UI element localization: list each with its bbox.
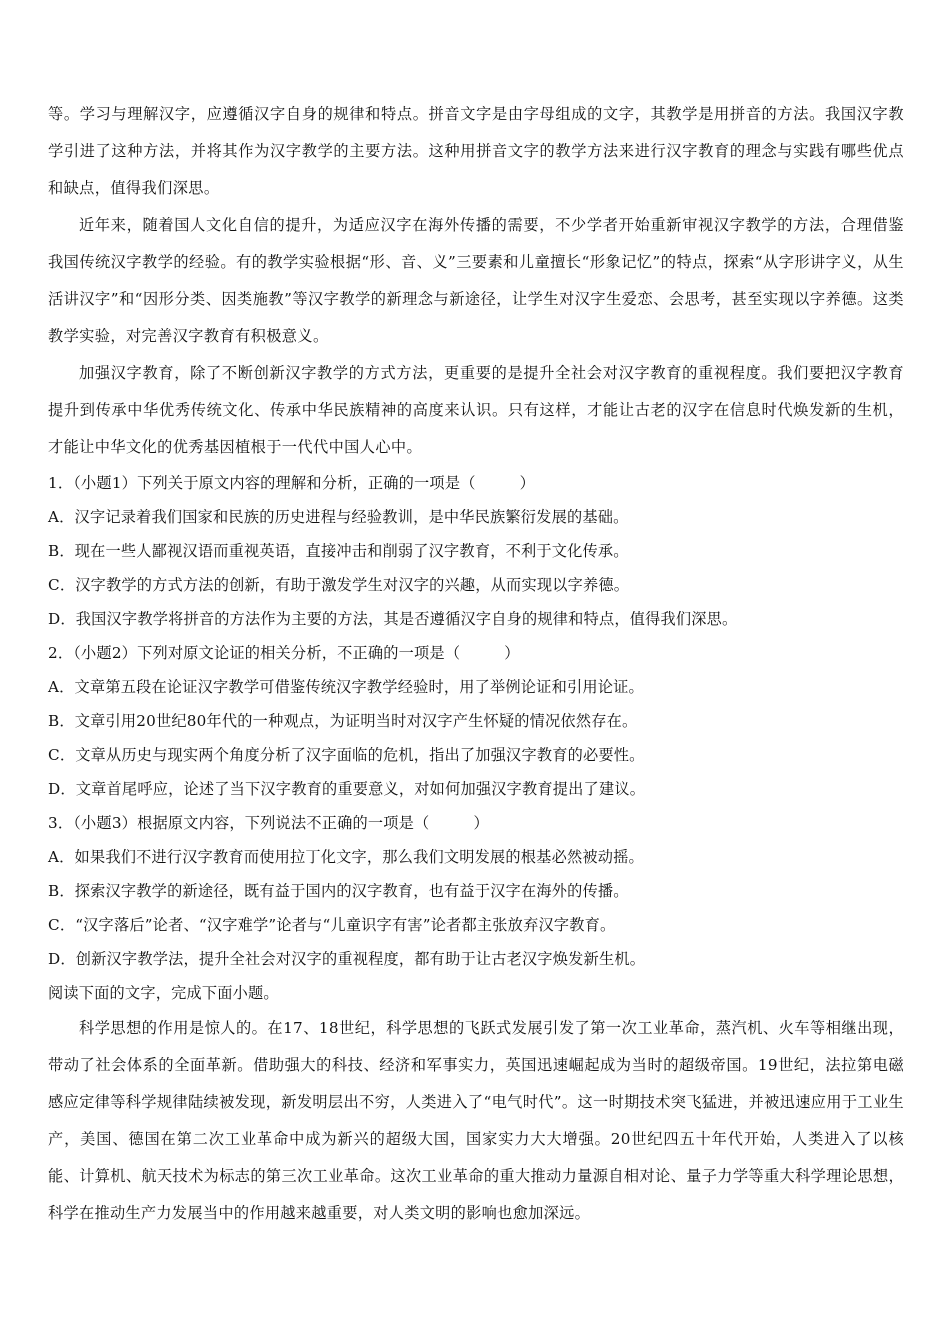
passage1-paragraph-1: 等。学习与理解汉字，应遵循汉字自身的规律和特点。拼音文字是由字母组成的文字，其教学是用拼音的方法。我国汉字教学引进了这种方法，并将其作为汉字教学的主要方法。这种用拼音文字的教学方法来进行汉字教育的理念与实践有哪些优点和缺点，值得我们深思。 [48, 105, 904, 197]
option-b: B．现在一些人鄙视汉语而重视英语，直接冲击和削弱了汉字教育，不利于文化传承。 [48, 542, 629, 560]
question-stem-text: 2．（小题2）下列对原文论证的相关分析，不正确的一项是（ [48, 644, 461, 662]
passage1-paragraph-2: 近年来，随着国人文化自信的提升，为适应汉字在海外传播的需要，不少学者开始重新审视汉字教学的方法，合理借鉴我国传统汉字教学的经验。有的教学实验根据“形、音、义”三要素和儿童擅长“形象记忆”的特点，探索“从字形讲字义，从生活讲汉字”和“因形分类、因类施教”等汉字教学的新理念与新途径，让学生对汉字生爱恋、会思考，甚至实现以字养德。这类教学实验，对完善汉字教育有积极意义。 [48, 216, 904, 345]
question-stem-close: ） [504, 644, 520, 662]
option-c: C．汉字教学的方式方法的创新，有助于激发学生对汉字的兴趣，从而实现以字养德。 [48, 576, 630, 594]
question-3 [48, 806, 904, 976]
question-stem [48, 636, 904, 670]
option-d: D．文章首尾呼应，论述了当下汉字教育的重要意义，对如何加强汉字教育提出了建议。 [48, 780, 646, 798]
question-stem-text: 1．（小题1）下列关于原文内容的理解和分析，正确的一项是（ [48, 474, 476, 492]
option-a: A．汉字记录着我们国家和民族的历史进程与经验教训，是中华民族繁衍发展的基础。 [48, 508, 629, 526]
option-d: D．创新汉字教学法，提升全社会对汉字的重视程度，都有助于让古老汉字焕发新生机。 [48, 950, 646, 968]
option-d: D．我国汉字教学将拼音的方法作为主要的方法，其是否遵循汉字自身的规律和特点，值得我们深思。 [48, 610, 738, 628]
option-a: A．如果我们不进行汉字教育而使用拉丁化文字，那么我们文明发展的根基必然被动摇。 [48, 848, 644, 866]
question-1 [48, 466, 904, 636]
reading-instruction: 阅读下面的文字，完成下面小题。 [48, 984, 279, 1002]
passage1-paragraph-3: 加强汉字教育，除了不断创新汉字教学的方式方法，更重要的是提升全社会对汉字教育的重视程度。我们要把汉字教育提升到传承中华优秀传统文化、传承中华民族精神的高度来认识。只有这样，才能让古老的汉字在信息时代焕发新的生机，才能让中华文化的优秀基因植根于一代代中国人心中。 [48, 364, 904, 456]
question-2 [48, 636, 904, 806]
question-stem-close: ） [519, 474, 535, 492]
question-stem-close: ） [473, 814, 489, 832]
option-a: A．文章第五段在论证汉字教学可借鉴传统汉字教学经验时，用了举例论证和引用论证。 [48, 678, 644, 696]
question-stem [48, 806, 904, 840]
question-stem [48, 466, 904, 500]
document-page [48, 96, 904, 1232]
question-stem-text: 3．（小题3）根据原文内容，下列说法不正确的一项是（ [48, 814, 430, 832]
option-b: B．文章引用20世纪80年代的一种观点，为证明当时对汉字产生怀疑的情况依然存在。 [48, 712, 638, 730]
option-b: B．探索汉字教学的新途径，既有益于国内的汉字教育，也有益于汉字在海外的传播。 [48, 882, 629, 900]
option-c: C．文章从历史与现实两个角度分析了汉字面临的危机，指出了加强汉字教育的必要性。 [48, 746, 645, 764]
option-c: C．“汉字落后”论者、“汉字难学”论者与“儿童识字有害”论者都主张放弃汉字教育。 [48, 916, 616, 934]
passage2-paragraph: 科学思想的作用是惊人的。在17、18世纪，科学思想的飞跃式发展引发了第一次工业革命，蒸汽机、火车等相继出现，带动了社会体系的全面革新。借助强大的科技、经济和军事实力，英国迅速崛起成为当时的超级帝国。19世纪，法拉第电磁感应定律等科学规律陆续被发现，新发明层出不穷，人类进入了“电气时代”。这一时期技术突飞猛进，并被迅速应用于工业生产，美国、德国在第二次工业革命中成为新兴的超级大国，国家实力大大增强。20世纪四五十年代开始，人类进入了以核能、计算机、航天技术为标志的第三次工业革命。这次工业革命的重大推动力量源自相对论、量子力学等重大科学理论思想，科学在推动生产力发展当中的作用越来越重要，对人类文明的影响也愈加深远。 [48, 1019, 904, 1222]
